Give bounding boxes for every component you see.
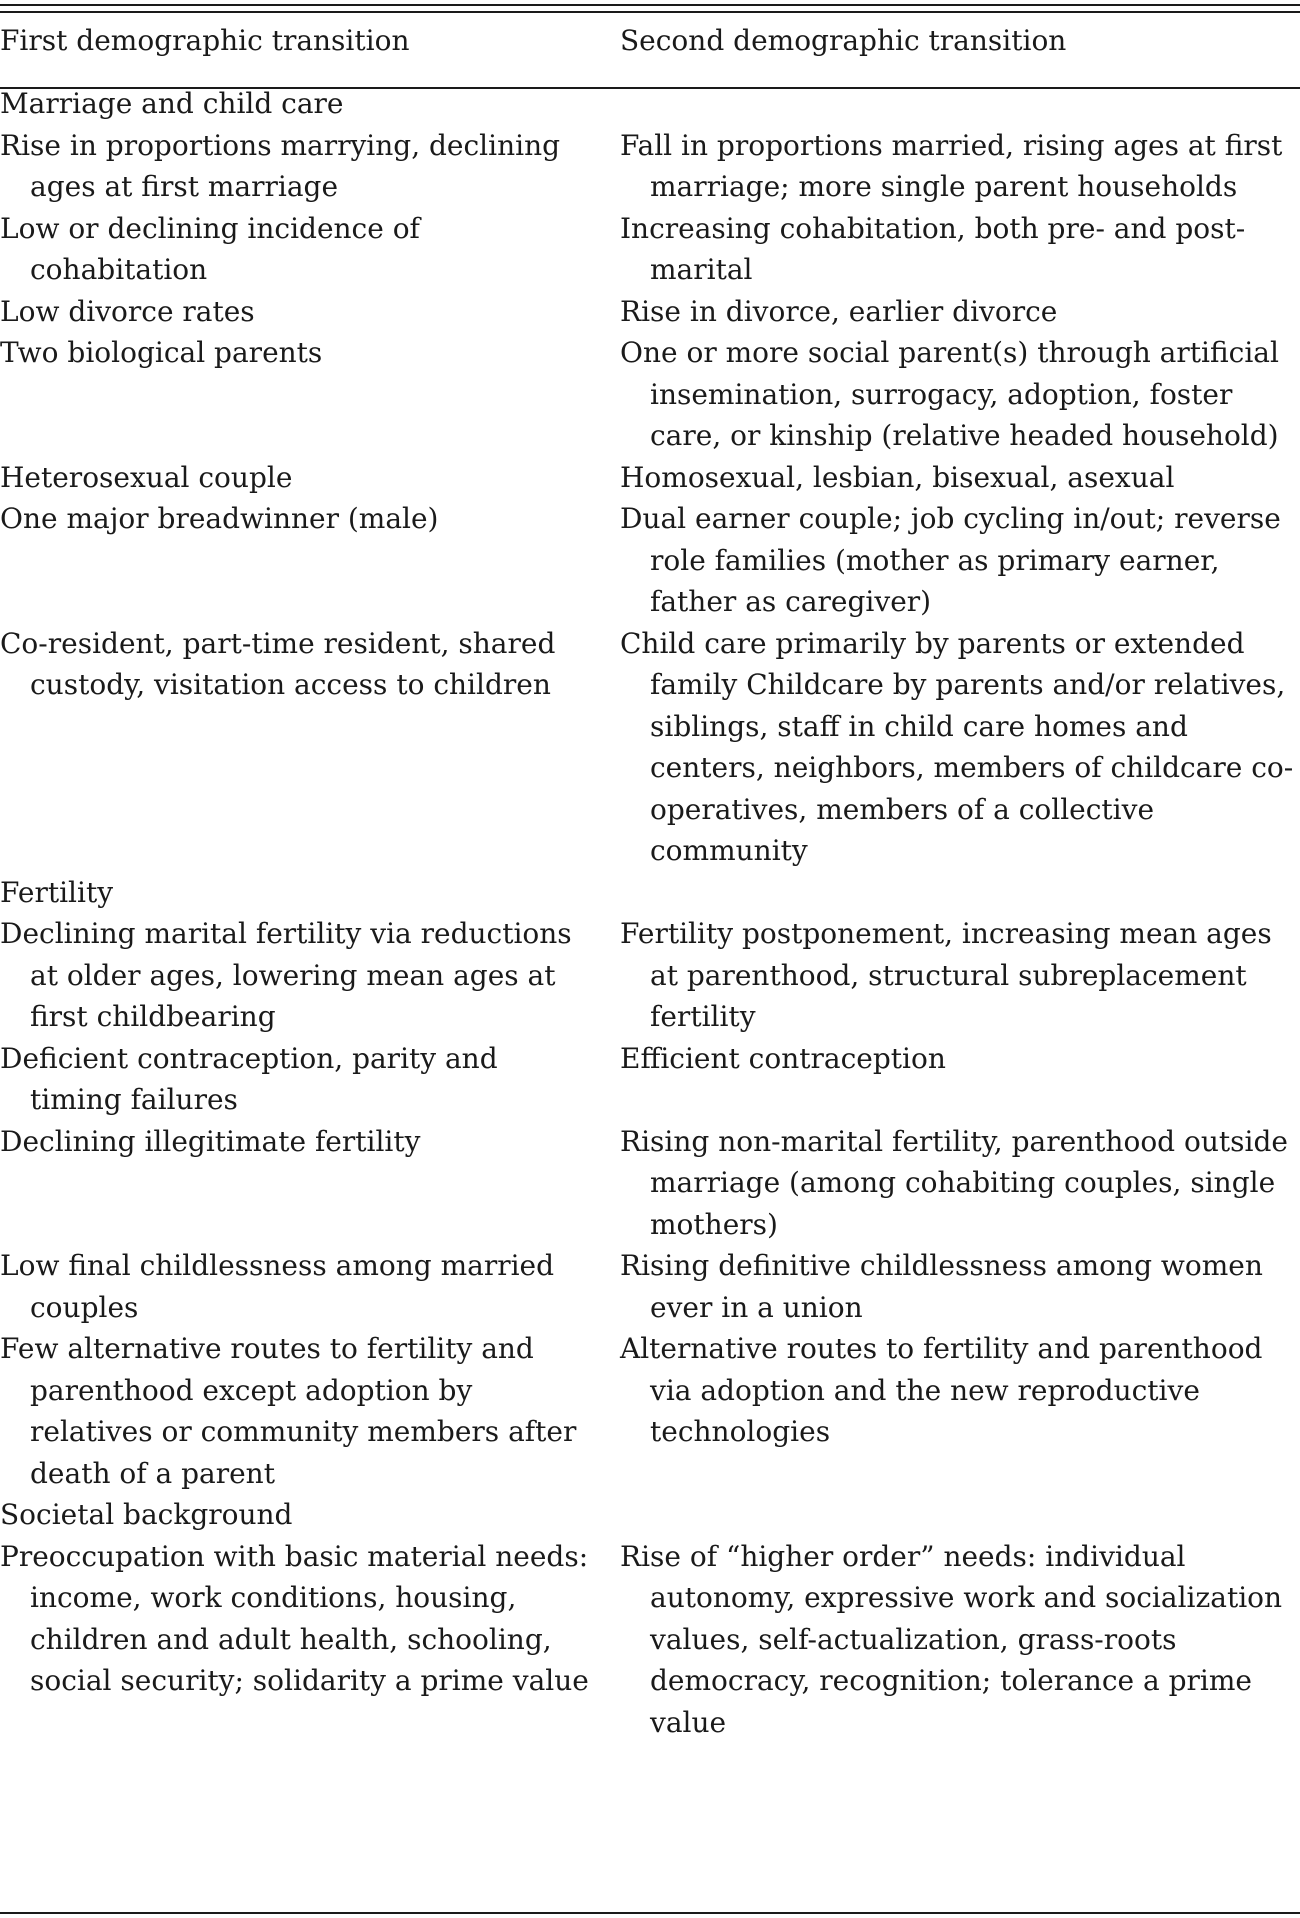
table-row (0, 457, 1300, 499)
top-rule-inner (0, 11, 1300, 13)
table-header-row (0, 20, 1300, 83)
cell-text: Rising definitive childlessness among women ever in a union (620, 1249, 1263, 1324)
cell-first-transition (0, 125, 620, 208)
section-title: Marriage and child care (0, 87, 344, 120)
cell-second-transition (620, 1536, 1300, 1744)
cell-first-transition (0, 208, 620, 291)
column-header-second: Second demographic transition (620, 24, 1067, 57)
table-row (0, 623, 1300, 872)
cell-first-transition (0, 1121, 620, 1246)
cell-first-transition (0, 457, 620, 499)
demographic-transition-table (0, 20, 1300, 1743)
cell-text: Heterosexual couple (0, 460, 293, 494)
cell-first-transition (0, 1536, 620, 1744)
cell-second-transition (620, 623, 1300, 872)
cell-first-transition (0, 498, 620, 623)
section-row (0, 872, 1300, 914)
cell-second-transition (620, 1328, 1300, 1494)
cell-first-transition (0, 623, 620, 872)
column-header-first: First demographic transition (0, 24, 410, 57)
cell-text: Fertility postponement, increasing mean ages at parenthood, structural subreplacement fertility (620, 917, 1272, 1033)
cell-second-transition (620, 125, 1300, 208)
top-rule (0, 4, 1300, 6)
cell-text: One or more social parent(s) through artificial insemination, surrogacy, adoption, foster care, or kinship (relative headed household) (620, 336, 1279, 452)
cell-second-transition (620, 1245, 1300, 1328)
cell-first-transition (0, 913, 620, 1038)
table-row (0, 1536, 1300, 1744)
cell-second-transition (620, 498, 1300, 623)
table-row (0, 208, 1300, 291)
cell-text: Alternative routes to fertility and parenthood via adoption and the new reproductive technologies (620, 1332, 1263, 1448)
cell-text: Rise of “higher order” needs: individual autonomy, expressive work and socialization values, self-actualization, grass-roots democracy, recognition; tolerance a prime value (620, 1539, 1283, 1739)
cell-second-transition (620, 291, 1300, 333)
section-row (0, 83, 1300, 125)
table-row (0, 1245, 1300, 1328)
cell-text: Efficient contraception (620, 1041, 946, 1075)
table-row (0, 125, 1300, 208)
cell-second-transition (620, 208, 1300, 291)
cell-second-transition (620, 1121, 1300, 1246)
cell-text: Declining marital fertility via reductions at older ages, lowering mean ages at first childbearing (0, 917, 572, 1033)
cell-text: Declining illegitimate fertility (0, 1124, 421, 1158)
section-title: Societal background (0, 1498, 293, 1531)
cell-text: Rising non-marital fertility, parenthood outside marriage (among cohabiting couples, single mothers) (620, 1124, 1288, 1241)
cell-second-transition (620, 913, 1300, 1038)
cell-text: Dual earner couple; job cycling in/out; reverse role families (mother as primary earner, father as caregiver) (620, 502, 1281, 618)
table-row (0, 1038, 1300, 1121)
cell-first-transition (0, 291, 620, 333)
cell-text: Increasing cohabitation, both pre- and post-marital (620, 211, 1246, 286)
cell-text: Homosexual, lesbian, bisexual, asexual (620, 460, 1175, 494)
table-row (0, 913, 1300, 1038)
cell-first-transition (0, 1245, 620, 1328)
cell-text: Preoccupation with basic material needs: income, work conditions, housing, children and adult health, schooling, social security; solidarity a prime value (0, 1539, 589, 1697)
cell-text: Low final childlessness among married couples (0, 1249, 555, 1324)
section-row (0, 1494, 1300, 1536)
bottom-rule (0, 1912, 1300, 1914)
cell-text: Two biological parents (0, 336, 323, 369)
table-body (0, 83, 1300, 1743)
cell-first-transition (0, 332, 620, 457)
cell-second-transition (620, 332, 1300, 457)
cell-first-transition (0, 1038, 620, 1121)
cell-text: Child care primarily by parents or extended family Childcare by parents and/or relatives, siblings, staff in child care homes and centers, neighbors, members of childcare co-operatives, members of a collective community (620, 626, 1294, 867)
cell-text: One major breadwinner (male) (0, 502, 439, 535)
table-row (0, 498, 1300, 623)
table-row (0, 332, 1300, 457)
cell-text: Co-resident, part-time resident, shared custody, visitation access to children (0, 626, 556, 701)
cell-text: Low divorce rates (0, 294, 255, 328)
cell-text: Deficient contraception, parity and timing failures (0, 1041, 498, 1116)
table-row (0, 1328, 1300, 1494)
cell-second-transition (620, 1038, 1300, 1121)
cell-text: Few alternative routes to fertility and parenthood except adoption by relatives or community members after death of a parent (0, 1332, 577, 1490)
cell-text: Rise in divorce, earlier divorce (620, 294, 1058, 328)
table-row (0, 291, 1300, 333)
cell-second-transition (620, 457, 1300, 499)
cell-first-transition (0, 1328, 620, 1494)
cell-text: Fall in proportions married, rising ages at first marriage; more single parent households (620, 128, 1283, 203)
cell-text: Rise in proportions marrying, declining ages at first marriage (0, 128, 561, 203)
table-row (0, 1121, 1300, 1246)
cell-text: Low or declining incidence of cohabitation (0, 211, 420, 286)
section-title: Fertility (0, 875, 114, 909)
